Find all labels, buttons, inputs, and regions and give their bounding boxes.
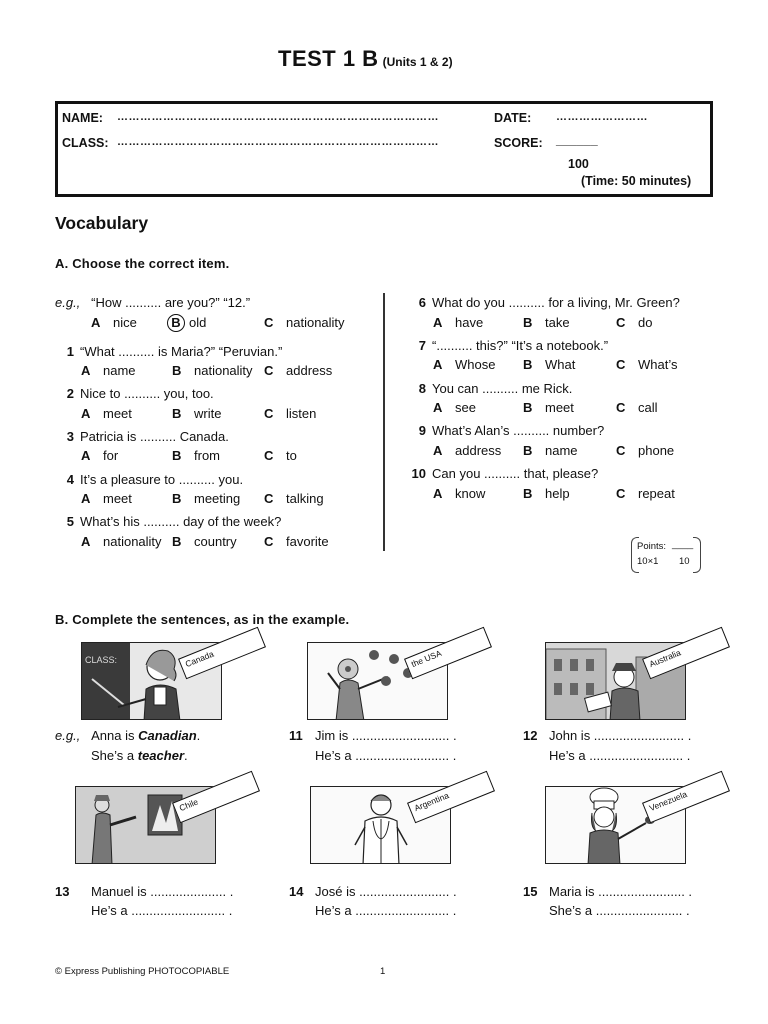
circled-answer-icon: B — [167, 314, 185, 332]
score-field[interactable]: ______ — [556, 133, 598, 147]
part-a-instruction: A. Choose the correct item. — [55, 256, 230, 271]
q5-option-c[interactable]: C favorite — [264, 534, 329, 549]
q9-option-a[interactable]: A address — [433, 443, 502, 458]
q8-option-a[interactable]: A see — [433, 400, 476, 415]
question-4: 4 It’s a pleasure to .......... you. — [66, 472, 244, 487]
example-option-b-circled: B old — [167, 314, 206, 332]
question-10: 10 Can you .......... that, please? — [411, 466, 599, 481]
q10-option-b[interactable]: B help — [523, 486, 570, 501]
question-1: 1 “What .......... is Maria?” “Peruvian.” — [66, 344, 283, 359]
name-label: NAME: — [62, 111, 103, 125]
country-tag: Australia — [642, 627, 730, 680]
score-label: SCORE: — [494, 136, 543, 150]
q3-option-a[interactable]: A for — [81, 448, 119, 463]
class-label: CLASS: — [62, 136, 109, 150]
title-units: (Units 1 & 2) — [382, 55, 453, 69]
q10-option-c[interactable]: C repeat — [616, 486, 675, 501]
q9-option-c[interactable]: C phone — [616, 443, 675, 458]
svg-text:CLASS:: CLASS: — [85, 655, 118, 665]
points-box — [631, 537, 701, 573]
q2-option-c[interactable]: C listen — [264, 406, 317, 421]
example-option-a: A nice — [91, 315, 137, 330]
example-label: e.g., — [55, 295, 81, 310]
q6-option-b[interactable]: B take — [523, 315, 570, 330]
q6-option-c[interactable]: C do — [616, 315, 653, 330]
item-12-line-1[interactable]: 12 John is ......................... . — [523, 728, 692, 743]
page-number: 1 — [380, 966, 386, 977]
q7-option-b[interactable]: B What — [523, 357, 576, 372]
example-question — [55, 295, 250, 310]
q10-option-a[interactable]: A know — [433, 486, 486, 501]
question-8: 8 You can .......... me Rick. — [418, 381, 573, 396]
item-15-line-1[interactable]: 15 Maria is ........................ . — [523, 884, 693, 899]
country-tag: Argentina — [407, 771, 495, 824]
example-text: “How .......... are you?” “12.” — [91, 295, 251, 310]
q6-option-a[interactable]: A have — [433, 315, 484, 330]
q8-option-c[interactable]: C call — [616, 400, 658, 415]
example-sentence-2: She’s a teacher. — [91, 748, 188, 763]
q5-option-a[interactable]: A nationality — [81, 534, 162, 549]
q3-option-b[interactable]: B from — [172, 448, 220, 463]
part-b-instruction: B. Complete the sentences, as in the example. — [55, 612, 350, 627]
test-title — [278, 46, 453, 72]
question-9: 9 What’s Alan’s .......... number? — [418, 423, 605, 438]
q5-option-b[interactable]: B country — [172, 534, 237, 549]
points-label: Points: — [637, 541, 667, 552]
points-total: 10 — [679, 556, 690, 567]
country-tag: Canada — [178, 627, 266, 680]
copyright-footer: © Express Publishing PHOTOCOPIABLE — [55, 966, 230, 977]
points-formula: 10×1 — [637, 556, 659, 567]
column-divider — [383, 293, 385, 551]
title-text: TEST 1 B — [278, 46, 379, 71]
question-6: 6 What do you .......... for a living, Mr. Green? — [418, 295, 680, 310]
item-13-line-2[interactable]: He’s a .......................... . — [91, 903, 233, 918]
question-5: 5 What’s his .......... day of the week? — [66, 514, 282, 529]
q4-option-c[interactable]: C talking — [264, 491, 324, 506]
country-tag: Venezuela — [642, 771, 730, 824]
q8-option-b[interactable]: B meet — [523, 400, 574, 415]
item-12-line-2[interactable]: He’s a .......................... . — [549, 748, 691, 763]
class-field[interactable]: ………………………………………………………………………… — [117, 136, 439, 148]
q7-option-c[interactable]: C What’s — [616, 357, 678, 372]
item-14-line-2[interactable]: He’s a .......................... . — [315, 903, 457, 918]
q1-option-b[interactable]: B nationality — [172, 363, 253, 378]
q7-option-a[interactable]: A Whose — [433, 357, 496, 372]
q9-option-b[interactable]: B name — [523, 443, 578, 458]
q1-option-a[interactable]: A name — [81, 363, 136, 378]
name-field[interactable]: ………………………………………………………………………… — [117, 111, 439, 123]
item-15-line-2[interactable]: She’s a ........................ . — [549, 903, 690, 918]
q2-option-b[interactable]: B write — [172, 406, 222, 421]
q3-option-c[interactable]: C to — [264, 448, 297, 463]
date-field[interactable]: …………………… — [556, 111, 648, 123]
country-tag: Chile — [172, 771, 260, 824]
q2-option-a[interactable]: A meet — [81, 406, 132, 421]
example-sentence-1: e.g., Anna is Canadian. — [55, 728, 201, 743]
question-7: 7 “.......... this?” “It’s a notebook.” — [418, 338, 609, 353]
item-11-line-1[interactable]: 11 Jim is ........................... . — [289, 728, 457, 743]
example-option-c: C nationality — [264, 315, 345, 330]
points-bracket-right — [693, 537, 701, 573]
item-14-line-1[interactable]: 14 José is ......................... . — [289, 884, 457, 899]
q4-option-a[interactable]: A meet — [81, 491, 132, 506]
question-3: 3 Patricia is .......... Canada. — [66, 429, 229, 444]
points-blank[interactable]: ____ — [672, 539, 694, 550]
q4-option-b[interactable]: B meeting — [172, 491, 241, 506]
item-11-line-2[interactable]: He’s a .......................... . — [315, 748, 457, 763]
q1-option-c[interactable]: C address — [264, 363, 333, 378]
section-heading: Vocabulary — [55, 213, 149, 233]
date-label: DATE: — [494, 111, 532, 125]
score-total: 100 — [568, 157, 589, 171]
question-2: 2 Nice to .......... you, too. — [66, 386, 214, 401]
country-tag: the USA — [404, 627, 492, 680]
item-13-line-1[interactable]: 13 Manuel is ..................... . — [55, 884, 234, 899]
time-note: (Time: 50 minutes) — [581, 174, 692, 188]
